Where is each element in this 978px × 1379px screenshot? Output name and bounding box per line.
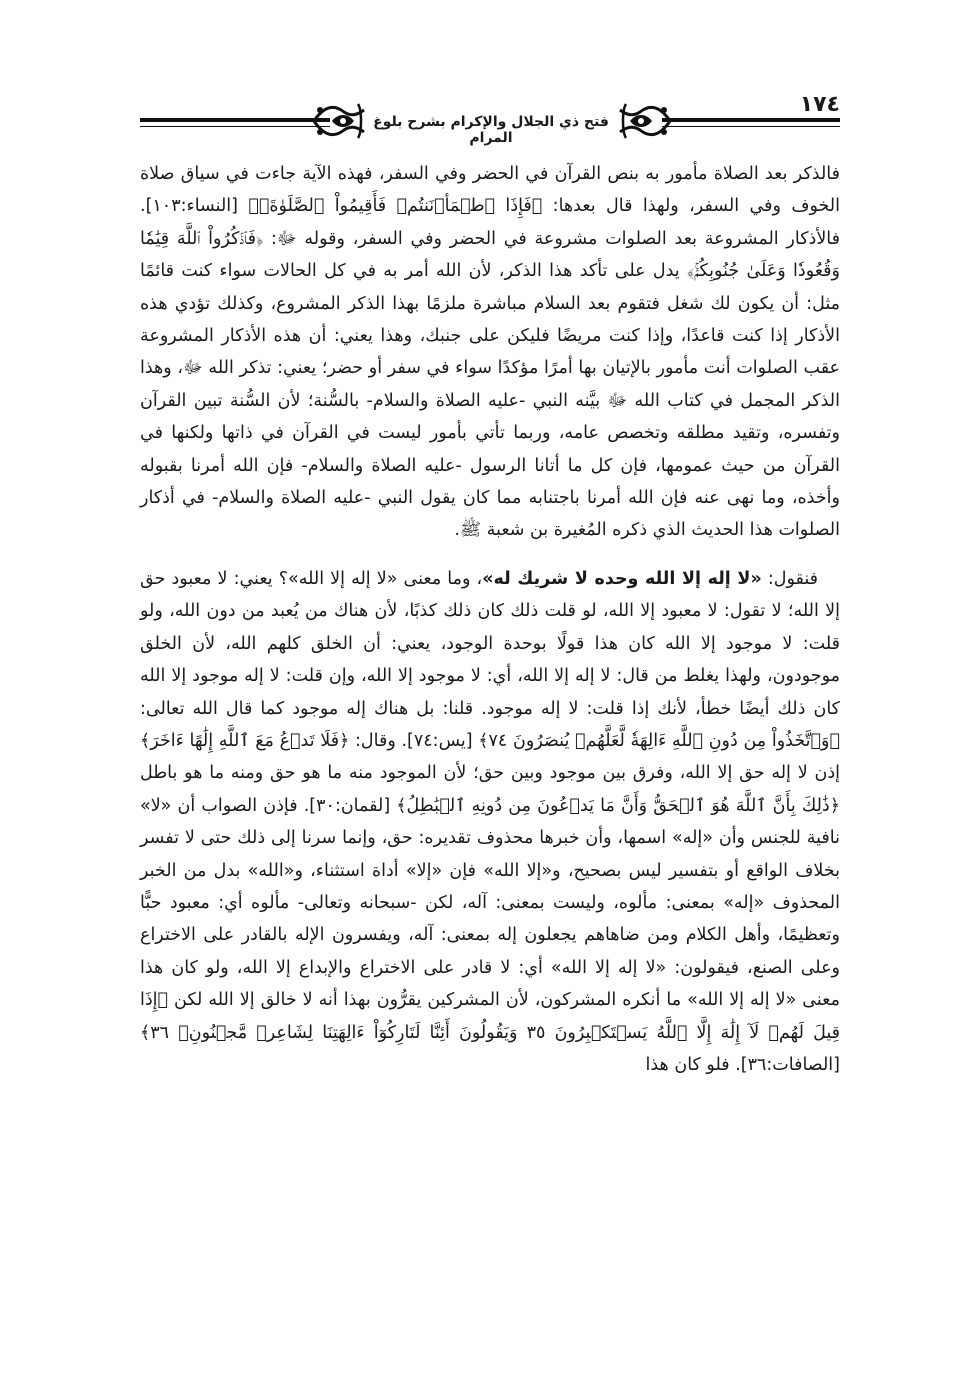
verse-reference: [لقمان:٣٠].	[303, 795, 397, 816]
text-segment: فإذن الصواب أن «لا» نافية للجنس وأن «إله» اسمها، وأن خبرها محذوف تقديره: حق، وإنما سرنا إلى ذلك حتى لا تفسر بخلاف الواقع أو بتفسير ليس بصحيح، و«إلا الله» فإن «إلا» أداة استثناء، و«الله» بدل من الخبر المحذوف «إله» بمعنى: مألوه، وليست بمعنى: آله، لكن -سبحانه وتعالى- مألوه أي: معبود حبًّا وتعظيمًا، وأهل الكلام ومن ضاهاهم يجعلون إله بمعنى: آله، ويفسرون الإله بالقادر على الاختراع وعلى الصنع، فيقولون: «لا إله إلا الله» أي: لا قادر على الاختراع والإبداع إلا الله، ولو كان هذا معنى «لا إله إلا الله» ما أنكره المشركون، لأن المشركين يقرُّون بهذا أنه لا خالق إلا الله لكن	[140, 795, 840, 1011]
text-segment: ، وما معنى «لا إله إلا الله»؟ يعني: لا معبود حق إلا الله؛ لا تقول: لا معبود إلا الله، لو قلت ذلك كان ذلك كذبًا، لأن هناك من يُعبد من دون الله، ولو قلت: لا موجود إلا الله كان هذا قولًا بوحدة الوجود، يعني: أن الخلق كلهم الله، لأن الخلق موجودون، ولهذا يغلط من قال: لا إله إلا الله، أي: لا موجود إلا الله، وإن قلت: لا إله موجود إلا الله كان ذلك أيضًا خطأ، لأنك إذا قلت: لا إله موجود. قلنا: بل هناك إله موجود كما قال الله تعالى:	[140, 568, 840, 719]
header-rule-left-thick	[140, 118, 330, 122]
quran-verse: ﴿إِذَا قِيلَ لَهُمۡ لَآ إِلَٰهَ إِلَّا ٱللَّهُ يَسۡتَكۡبِرُونَ ٣٥ وَيَقُولُونَ أَئِنَّا لَتَارِكُوٓاْ ءَالِهَتِنَا لِشَاعِرٖ مَّجۡنُونِۭ ٣٦﴾	[140, 990, 840, 1043]
verse-reference: [الصافات:٣٦].	[735, 1054, 840, 1075]
header-rule-left-thin	[140, 126, 330, 127]
verse-reference: [يس:٧٤].	[401, 730, 479, 751]
text-segment: فلو كان هذا	[645, 1054, 736, 1075]
quran-verse: ﴿فَلَا تَدۡعُ مَعَ ٱللَّهِ إِلَٰهًا ءَاخَرَ﴾	[140, 730, 350, 751]
hadith-quote: «لا إله إلا الله وحده لا شريك له»	[482, 568, 762, 589]
paragraph-1	[140, 158, 840, 547]
header-rule-right-thick	[662, 118, 840, 122]
running-title: فتح ذي الجلال والإكرام بشرح بلوغ المرام	[373, 114, 609, 146]
quran-verse: ﴿فَإِذَا ٱطۡمَأۡنَنتُمۡ فَأَقِيمُواْ ٱلصَّلَوٰةَۚ﴾	[248, 196, 543, 217]
body-text	[140, 158, 840, 1081]
text-segment: إذن لا إله حق إلا الله، وفرق بين موجود وبين حق؛ لأن الموجود منه ما هو حق ومنه ما هو باطل	[140, 763, 840, 784]
verse-reference: [النساء:١٠٣].	[140, 196, 249, 217]
quran-verse: ﴿ذَٰلِكَ بِأَنَّ ٱللَّهَ هُوَ ٱلۡحَقُّ وَأَنَّ مَا يَدۡعُونَ مِن دُونِهِ ٱلۡبَٰطِلُ﴾	[396, 795, 840, 816]
text-segment: فالذكر بعد الصلاة مأمور به بنص القرآن في الحضر وفي السفر، فهذه الآية جاءت في سياق صلاة الخوف وفي السفر، ولهذا قال بعدها:	[140, 164, 840, 217]
page-number: ١٧٤	[799, 92, 840, 117]
text-segment: وقال:	[349, 730, 402, 751]
floral-ornament-right-icon	[616, 96, 674, 146]
header-rule-right-thin	[662, 126, 840, 127]
text-segment: فنقول:	[761, 568, 818, 589]
page-header	[140, 92, 840, 154]
floral-ornament-left-icon	[310, 96, 368, 146]
quran-verse: ﴿وَٱتَّخَذُواْ مِن دُونِ ٱللَّهِ ءَالِهَةٗ لَّعَلَّهُمۡ يُنصَرُونَ ٧٤﴾	[478, 730, 840, 751]
text-segment: يدل على تأكد هذا الذكر، لأن الله أمر به في كل الحالات سواء كنت قائمًا مثل: أن يكون لك شغل فتقوم بعد السلام مباشرة ملزمًا بهذا الذكر المشروع، وكذلك تؤدي هذه الأذكار إذا كنت قاعدًا، وإذا كنت مريضًا فليكن على جنبك، وهذا يعني: أن هذه الأذكار المشروعة عقب الصلوات أنت مأمور بالإتيان بها أمرًا مؤكدًا سواء في سفر أو حضر؛ يعني: تذكر الله ﷻ، وهذا الذكر المجمل في كتاب الله ﷻ بيَّنه النبي -عليه الصلاة والسلام- بالسُّنة؛ لأن السُّنة تبين القرآن وتفسره، وتقيد مطلقه وتخصص عامه، وربما تأتي بأمور ليست في القرآن في ذاتها ولكنها في القرآن من حيث عمومها، فإن كل ما أتانا الرسول -عليه الصلاة والسلام- فإن الله أمرنا بقبوله وأخذه، وما نهى عنه فإن الله أمرنا باجتنابه مما كان يقول النبي -عليه الصلاة والسلام- في أذكار الصلوات هذا الحديث الذي ذكره المُغيرة بن شعبة ﷺ.	[140, 261, 840, 541]
text-segment: فالأذكار المشروعة بعد الصلوات مشروعة في الحضر وفي السفر، وقوله ﷻ:	[263, 228, 840, 249]
paragraph-2	[140, 563, 840, 1082]
quran-verse: ﴿فَٱذۡكُرُواْ ٱللَّهَ قِيَٰمٗا وَقُعُودٗا وَعَلَىٰ جُنُوبِكُمۡۚ﴾	[140, 228, 840, 282]
